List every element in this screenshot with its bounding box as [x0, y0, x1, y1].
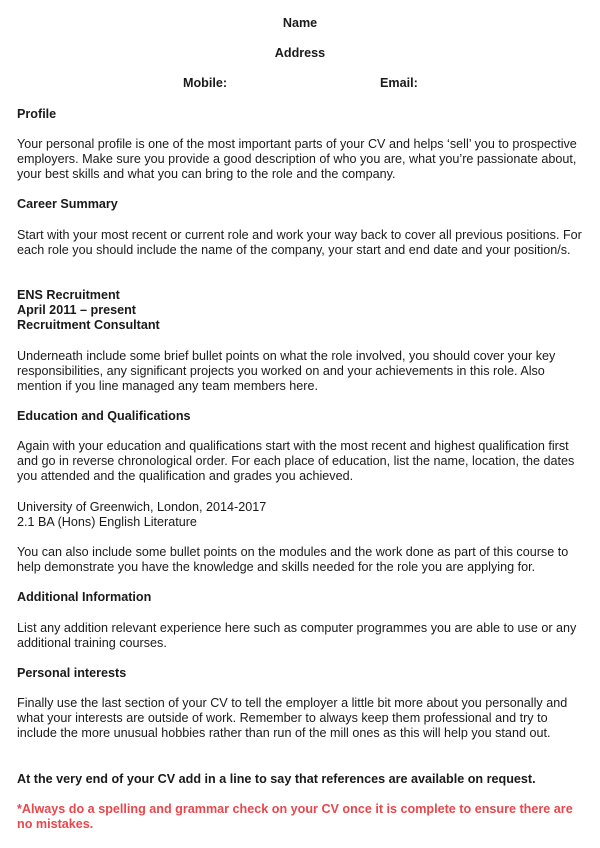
profile-heading: Profile [17, 107, 57, 121]
education-qualification: 2.1 BA (Hons) English Literature [17, 515, 197, 529]
references-note: At the very end of your CV add in a line to say that references are available on request. [17, 772, 536, 786]
address-heading: Address [274, 46, 326, 60]
job-company: ENS Recruitment [17, 288, 120, 302]
email-label: Email: [380, 76, 418, 90]
spellcheck-warning: *Always do a spelling and grammar check on your CV once it is complete to ensure there are no mistakes. [17, 802, 573, 831]
job-position: Recruitment Consultant [17, 318, 160, 332]
career-summary-text: Start with your most recent or current role and work your way back to cover all previous positions. For each role you should include the name of the company, your start and end date and your position/s. [17, 228, 582, 257]
career-summary-heading: Career Summary [17, 197, 118, 211]
additional-info-heading: Additional Information [17, 590, 152, 604]
contact-line [0, 76, 600, 91]
additional-info-text: List any addition relevant experience here such as computer programmes you are able to use or any additional training courses. [17, 621, 577, 650]
personal-interests-text: Finally use the last section of your CV to tell the employer a little bit more about you personally and what your interests are outside of work. Remember to always keep them professional and try to include the more unusual hobbies rather than run of the mill ones as this will help you stand out. [17, 696, 568, 740]
education-text: Again with your education and qualifications start with the most recent and highest qualification first and go in reverse chronological order. For each place of education, list the name, location, the dates you attended and the qualification and grades you achieved. [17, 439, 575, 483]
job-details-text: Underneath include some brief bullet points on what the role involved, you should cover your key responsibilities, any significant projects you worked on and your achievements in this role. Also mention if you line managed any team members here. [17, 349, 556, 393]
education-details-text: You can also include some bullet points on the modules and the work done as part of this course to help demonstrate you have the knowledge and skills needed for the role you are applying for. [17, 545, 569, 574]
education-heading: Education and Qualifications [17, 409, 191, 423]
mobile-label: Mobile: [183, 76, 228, 90]
education-institution: University of Greenwich, London, 2014-2017 [17, 500, 267, 514]
personal-interests-heading: Personal interests [17, 666, 127, 680]
job-dates: April 2011 – present [17, 303, 137, 317]
name-heading: Name [282, 16, 318, 30]
profile-text: Your personal profile is one of the most important parts of your CV and helps ‘sell’ you to prospective employers. Make sure you provide a good description of who you are, what you’re passionate about, your best skills and what you can bring to the role and the company. [17, 137, 577, 181]
